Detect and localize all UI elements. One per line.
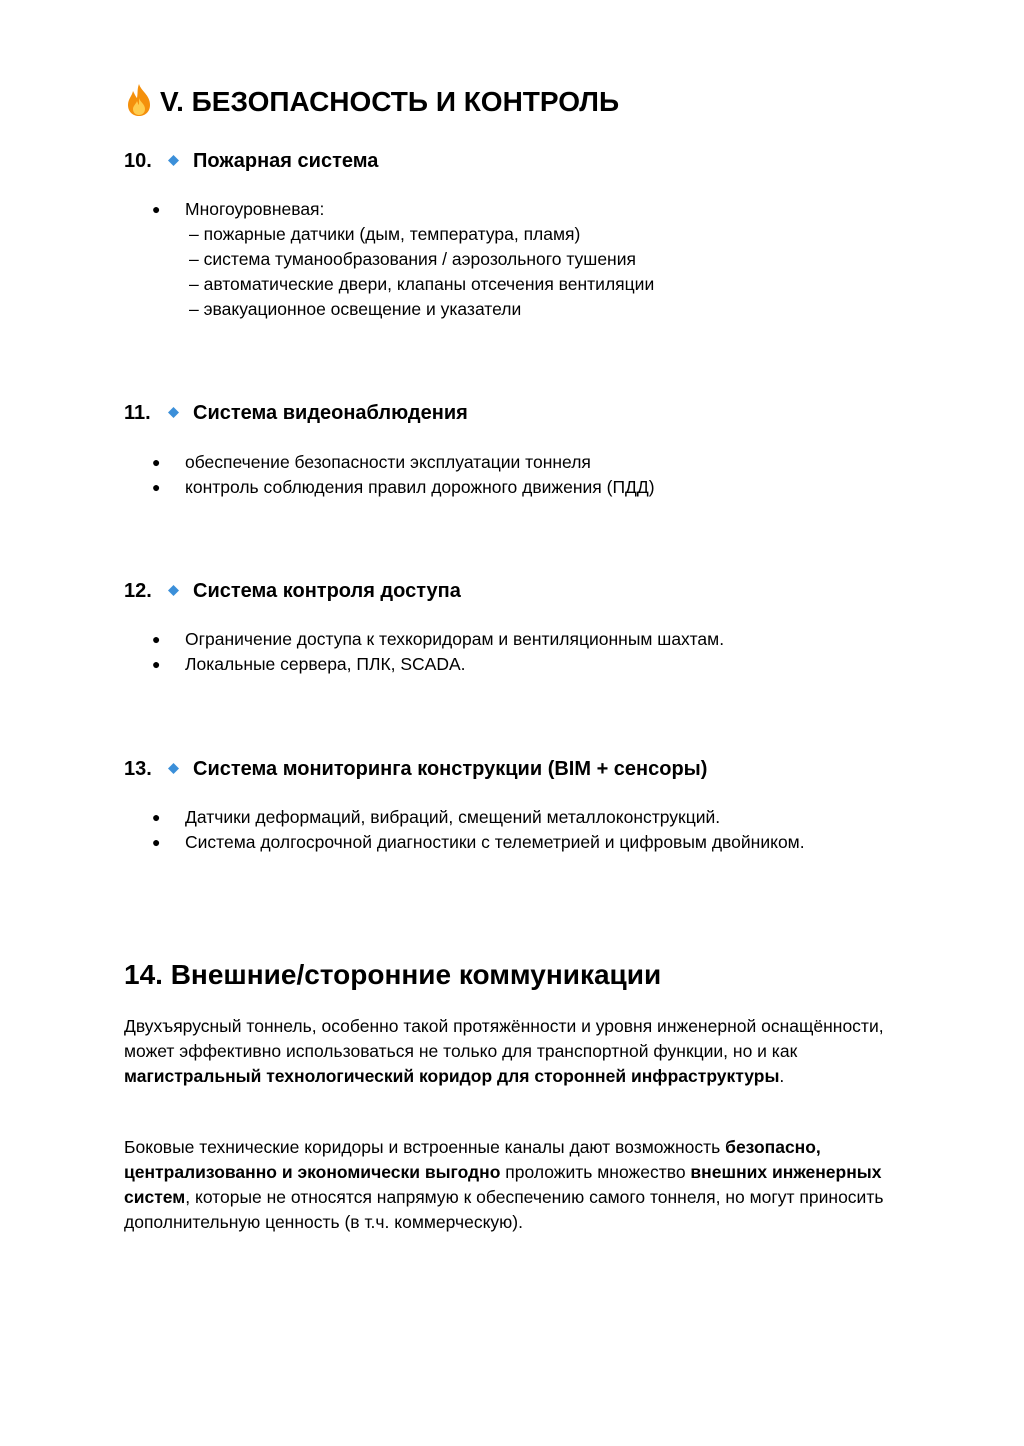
list-item-text: Локальные сервера, ПЛК, SCADA. [185, 654, 466, 674]
subsection-title: Пожарная система [193, 150, 379, 172]
bullet-dot: ● [152, 479, 161, 495]
bullet-dot: ● [152, 201, 161, 217]
paragraph-text: Двухъярусный тоннель, особенно такой протяжённости и уровня инженерной оснащённости, может эффективно использоваться не только для транспортной функции, но и как [124, 1016, 884, 1061]
subsection-10-heading [124, 148, 378, 174]
subsection-number: 12. [124, 580, 152, 602]
subsection-13-heading [124, 756, 707, 782]
paragraph-text: проложить множество [500, 1162, 691, 1182]
list-item-text: контроль соблюдения правил дорожного движения (ПДД) [185, 477, 655, 497]
fire-system-list [124, 197, 654, 322]
list-item [124, 450, 655, 475]
section-title [124, 82, 619, 122]
subsection-title: Система видеонаблюдения [193, 402, 468, 424]
list-item [124, 830, 805, 855]
access-system-list [124, 627, 724, 677]
sub-line: – эвакуационное освещение и указатели [189, 299, 522, 319]
list-item [124, 475, 655, 500]
bullet-dot: ● [152, 631, 161, 647]
blue-diamond-icon [168, 155, 179, 166]
bullet-dot: ● [152, 454, 161, 470]
paragraph-2 [124, 1135, 904, 1235]
list-item-text: Многоуровневая: [185, 199, 325, 219]
paragraph-text: , которые не относятся напрямую к обеспечению самого тоннеля, но могут приносить дополнительную ценность (в т.ч. коммерческую). [124, 1187, 884, 1232]
paragraph-text: . [779, 1066, 785, 1086]
list-item [124, 627, 724, 652]
blue-diamond-icon [168, 407, 179, 418]
subsection-12-heading [124, 578, 461, 604]
sub-line: – пожарные датчики (дым, температура, пламя) [189, 224, 581, 244]
section-title-text: V. БЕЗОПАСНОСТЬ И КОНТРОЛЬ [160, 86, 620, 117]
subsection-number: 13. [124, 758, 152, 780]
list-item-text: обеспечение безопасности эксплуатации тоннеля [185, 452, 591, 472]
subsection-title: Система контроля доступа [193, 580, 461, 602]
paragraph-text: Боковые технические коридоры и встроенные каналы дают возможность [124, 1137, 726, 1157]
subsection-number: 10. [124, 150, 152, 172]
blue-diamond-icon [168, 763, 179, 774]
list-item-text: Ограничение доступа к техкоридорам и вентиляционным шахтам. [185, 629, 725, 649]
paragraph-bold: безопасно, централизованно и экономически выгодно [124, 1137, 821, 1182]
list-item [124, 652, 724, 677]
list-item [124, 805, 805, 830]
blue-diamond-icon [168, 585, 179, 596]
bullet-dot: ● [152, 834, 161, 850]
list-item [124, 197, 654, 322]
heading-14: 14. Внешние/сторонние коммуникации [124, 959, 662, 990]
bullet-dot: ● [152, 656, 161, 672]
list-item-text: Датчики деформаций, вибраций, смещений металлоконструкций. [185, 807, 721, 827]
paragraph-1 [124, 1014, 904, 1089]
fire-icon [124, 83, 154, 117]
subsection-title: Система мониторинга конструкции (BIM + сенсоры) [193, 758, 708, 780]
list-item-text: Система долгосрочной диагностики с телеметрией и цифровым двойником. [185, 832, 805, 852]
paragraph-bold: внешних инженерных систем [124, 1162, 882, 1207]
subsection-number: 11. [124, 402, 151, 424]
sub-line: – автоматические двери, клапаны отсечения вентиляции [189, 274, 655, 294]
video-system-list [124, 450, 655, 500]
monitoring-system-list [124, 805, 805, 855]
paragraph-bold: магистральный технологический коридор для сторонней инфраструктуры [124, 1066, 780, 1086]
bullet-dot: ● [152, 809, 161, 825]
subsection-11-heading [124, 400, 468, 426]
sub-line: – система туманообразования / аэрозольного тушения [189, 249, 636, 269]
